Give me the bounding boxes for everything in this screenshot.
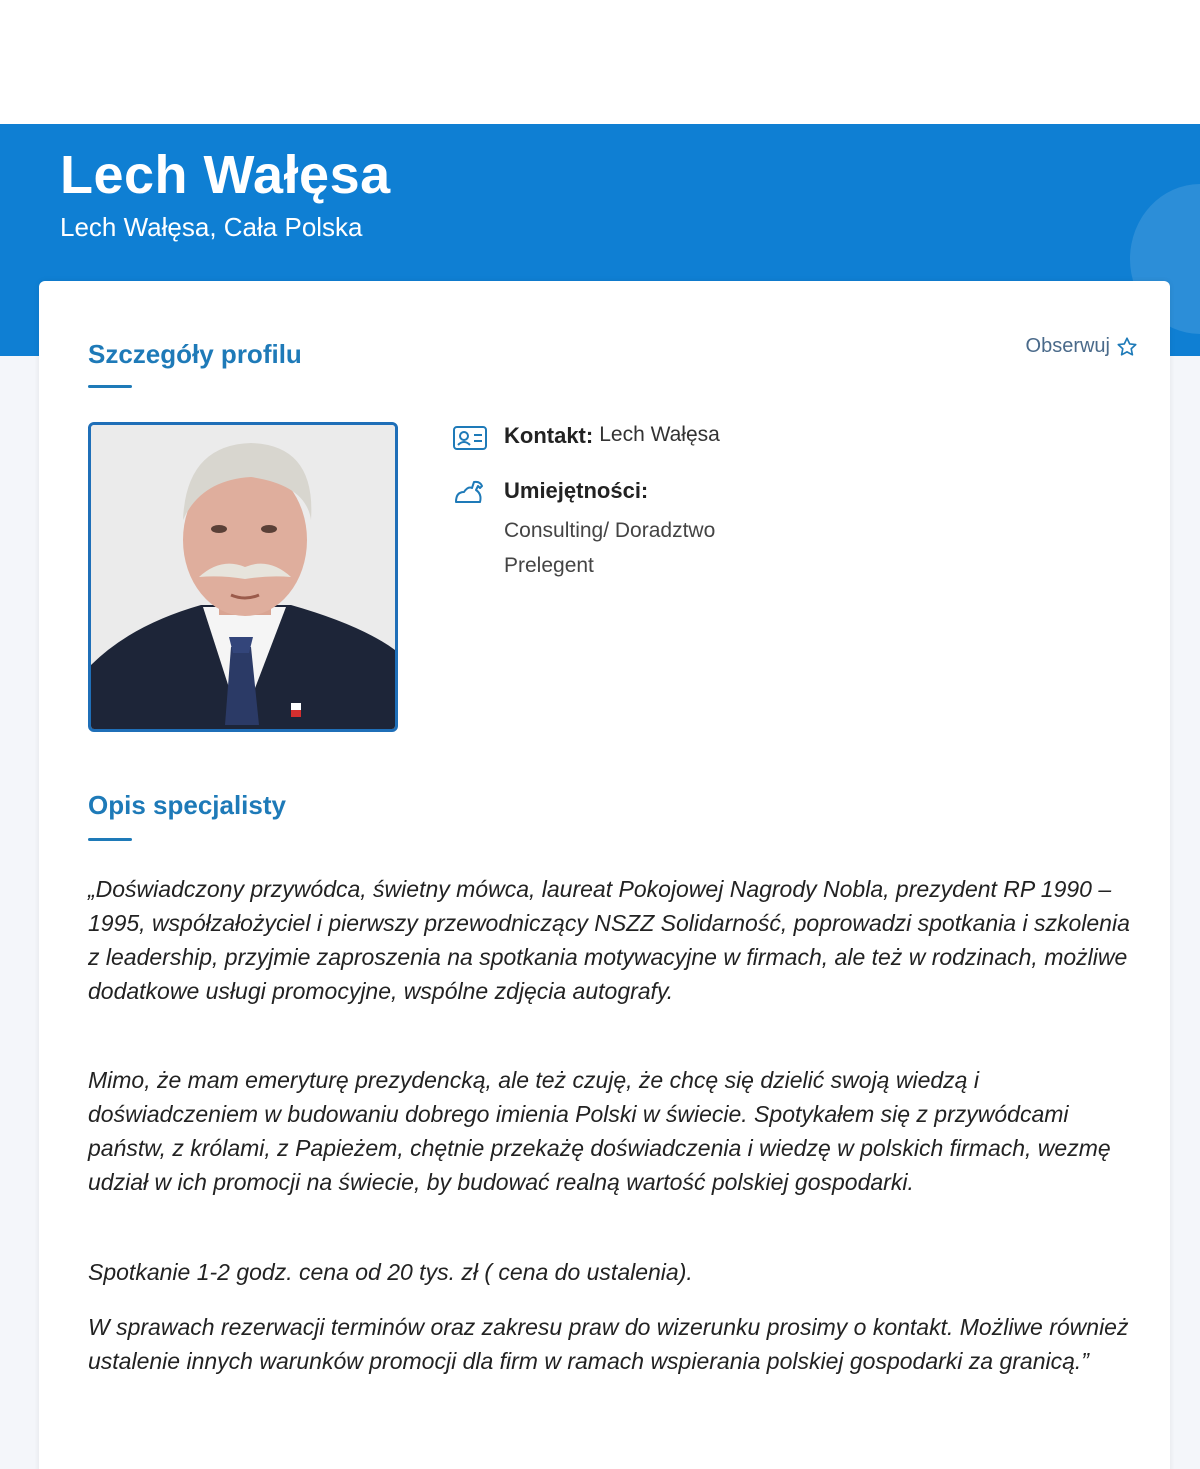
skills-row [452,478,648,508]
skills-label: Umiejętności: [504,478,649,503]
follow-button[interactable] [1026,335,1138,358]
page-subtitle: Lech Wałęsa, Cała Polska [60,212,363,242]
follow-label: Obserwuj [1025,335,1110,357]
portrait-illustration [91,425,395,729]
profile-card [39,281,1170,1469]
skill-item: Consulting/ Doradztwo [504,519,716,542]
description-underline [88,838,132,841]
description-paragraph: Spotkanie 1-2 godz. cena od 20 tys. zł ( cena do ustalenia). [88,1259,693,1285]
star-icon [1116,336,1138,358]
profile-photo [88,422,398,732]
page-title: Lech Wałęsa [60,145,391,205]
contact-row [452,423,720,453]
profile-details-title: Szczegóły profilu [88,339,302,369]
description-title: Opis specjalisty [88,790,286,820]
contact-value: Lech Wałęsa [599,423,720,446]
contact-label: Kontakt: [504,423,594,448]
description-paragraph: W sprawach rezerwacji terminów oraz zakresu praw do wizerunku prosimy o kontakt. Możliwe również ustalenie innych warunków promocji dla firm w ramach wspierania polskiej gospodarki za granicą.” [88,1314,1129,1374]
arm-muscle-icon [452,478,488,508]
contact-card-icon [452,423,488,453]
description-paragraph: „Doświadczony przywódca, świetny mówca, laureat Pokojowej Nagrody Nobla, prezydent RP 1990 – 1995, współzałożyciel i pierwszy przewodniczący NSZZ Solidarność, poprowadzi spotkania i szkolenia z leadership, przyjmie zaproszenia na spotkania motywacyjne w firmach, ale też w rodzinach, możliwe dodatkowe usługi promocyjne, wspólne zdjęcia autografy. [88,876,1130,1004]
profile-details-underline [88,385,132,388]
top-blank-area [0,0,1200,124]
skill-item: Prelegent [504,554,594,577]
description-paragraph: Mimo, że mam emeryturę prezydencką, ale też czuję, że chcę się dzielić swoją wiedzą i doświadczeniem w budowaniu dobrego imienia Polski w świecie. Spotykałem się z przywódcami państw, z królami, z Papieżem, chętnie przekażę doświadczenia i wiedzę w polskich firmach, wezmę udział w ich promocji na świecie, by budować realną wartość polskiej gospodarki. [88,1067,1111,1195]
